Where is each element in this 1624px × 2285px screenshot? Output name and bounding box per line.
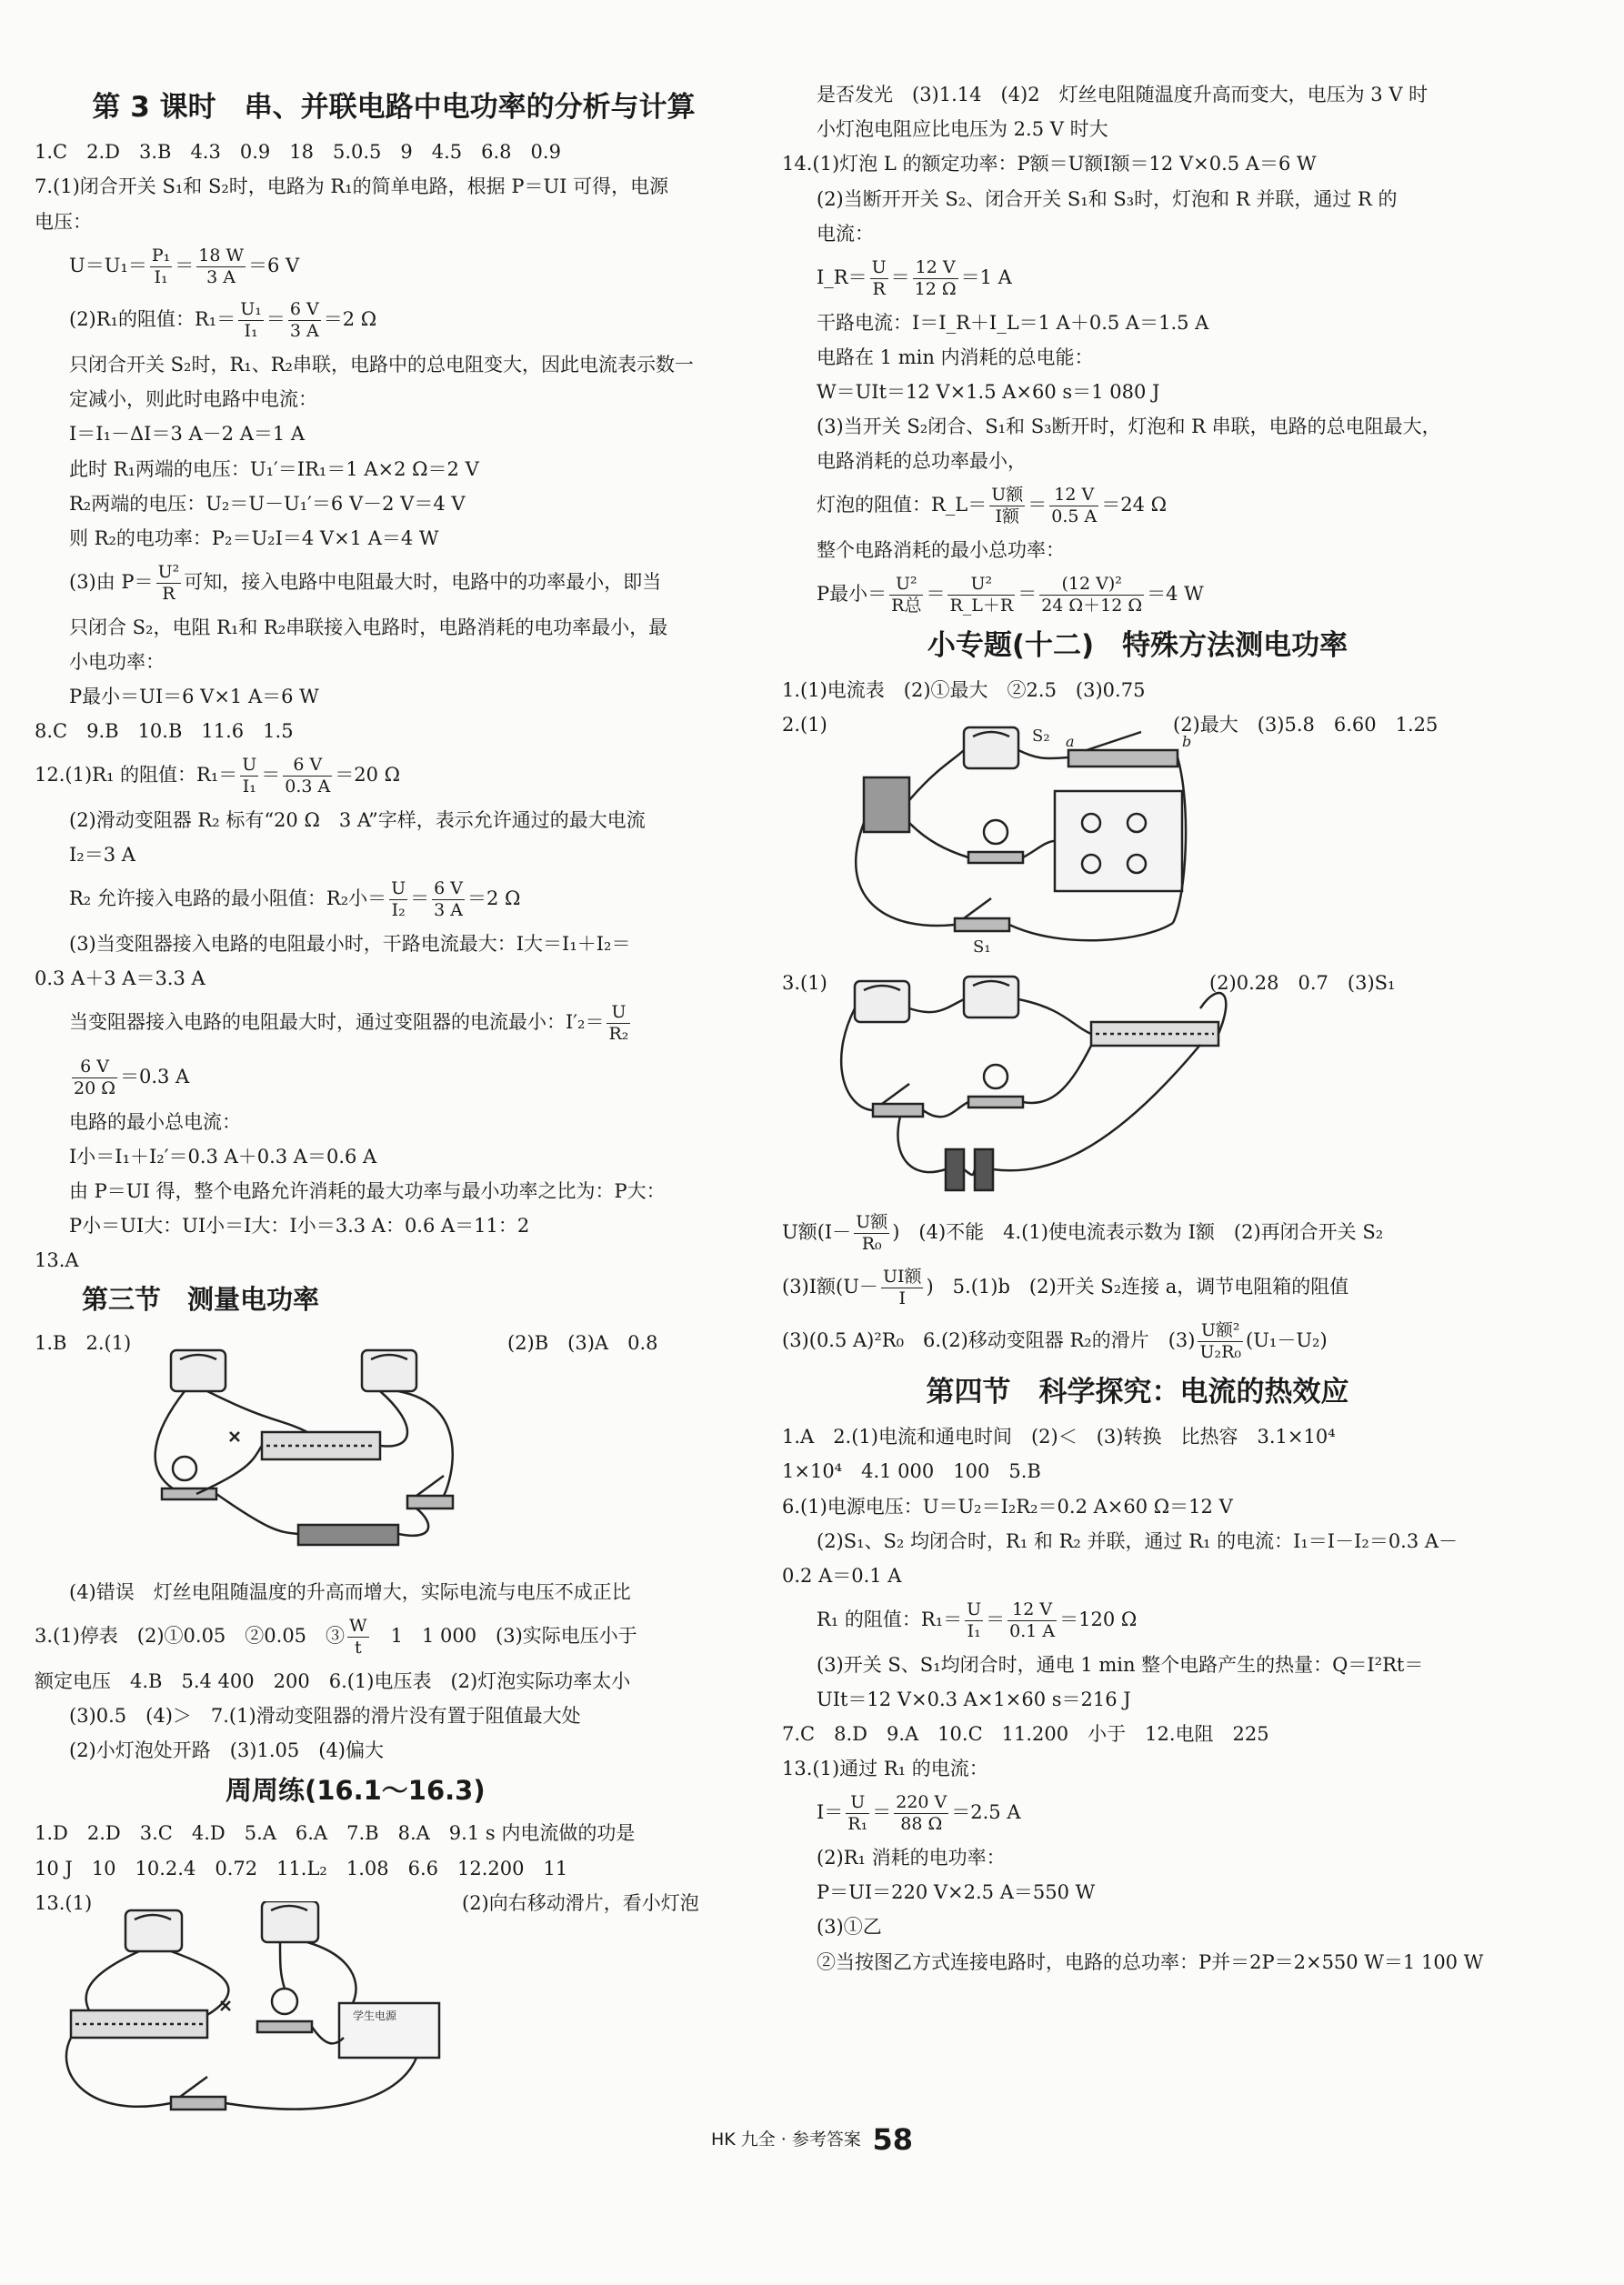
text-block (35, 616, 753, 744)
formula-text: ＝ (266, 308, 286, 331)
text-line: 电路在 1 min 内消耗的总电能： (817, 346, 1094, 368)
fraction (72, 1057, 117, 1099)
formula-line (35, 1616, 753, 1659)
text-line: I＝I₁－ΔI＝3 A－2 A＝1 A (69, 423, 306, 446)
numerator: U (846, 1792, 869, 1814)
label-a: a (1066, 733, 1075, 751)
text-line: (3)①乙 (817, 1916, 882, 1939)
text-line: 1.C 2.D 3.B 4.3 0.9 18 5.0.5 9 4.5 6.8 0.9 (35, 141, 561, 164)
formula-line (35, 246, 753, 288)
formula-text: 3.(1)停表 (2)①0.05 ②0.05 ③ (35, 1625, 346, 1648)
numerator: U额² (1198, 1320, 1243, 1342)
circuit-drawing (53, 1901, 444, 2138)
formula-text: ＝6 V (247, 254, 300, 276)
text-line: 0.3 A＋3 A＝3.3 A (35, 967, 206, 990)
numerator: U² (947, 574, 1015, 596)
denominator: U₂R₀ (1199, 1342, 1242, 1363)
footer-text: HK 九全 · 参考答案 (710, 2129, 861, 2150)
formula-text: ＝2 Ω (467, 887, 521, 910)
denominator: R₀ (861, 1234, 882, 1255)
denominator: 20 Ω (74, 1077, 115, 1098)
numerator: 12 V (1049, 485, 1098, 506)
text-line: I₂＝3 A (69, 844, 135, 867)
text-block (35, 1111, 753, 1273)
numerator: 18 W (198, 245, 244, 266)
formula-text: P最小＝ (817, 583, 887, 606)
text-line: (3)当变阻器接入电路的电阻最小时，干路电流最大：I大＝I₁＋I₂＝ (69, 932, 631, 955)
text-line: 电路的最小总电流： (69, 1110, 241, 1133)
text-line: 电路消耗的总功率最小， (817, 450, 1027, 473)
text-line: (3)开关 S、S₁均闭合时，通电 1 min 整个电路产生的热量：Q＝I²Rt＝ (817, 1653, 1424, 1676)
text-line: 由 P＝UI 得，整个电路允许消耗的最大功率与最小功率之比为：P大： (69, 1179, 666, 1202)
question-label: 1.B 2.(1) (35, 1332, 132, 1355)
text-block (35, 354, 753, 550)
fraction (881, 1267, 924, 1309)
formula-line (35, 299, 753, 342)
text-line: (4)错误 灯丝电阻随温度的升高而增大，实际电流与电压不成正比 (69, 1581, 631, 1604)
denominator: 3 A (289, 321, 319, 342)
formula-text: ＝ (986, 1608, 1006, 1630)
formula-line (35, 1057, 753, 1099)
formula-line (782, 485, 1493, 527)
answer-label: (2)0.28 0.7 (3)S₁ (1209, 972, 1396, 995)
numerator: (12 V)² (1039, 574, 1144, 596)
denominator: I₁ (154, 266, 168, 287)
denominator: R₂ (608, 1024, 629, 1045)
denominator: I (898, 1288, 906, 1308)
denominator: 12 Ω (914, 278, 957, 299)
formula-line (35, 755, 753, 797)
formula-line (782, 1792, 1493, 1835)
circuit-figure (782, 714, 1493, 959)
numerator: 12 V (1007, 1599, 1057, 1621)
formula-text: (3)由 P＝ (69, 570, 154, 593)
text-line: 只闭合开关 S₂时，R₁、R₂串联，电路中的总电阻变大，因此电流表示数一 (69, 353, 694, 376)
fraction (846, 1792, 869, 1835)
text-line: 0.2 A＝0.1 A (782, 1564, 902, 1587)
formula-text: (2)R₁的阻值：R₁＝ (69, 308, 236, 331)
text-line: (2)R₁ 消耗的电功率： (817, 1847, 1006, 1869)
text-block (35, 933, 753, 990)
answer-label: (2)B (3)A 0.8 (507, 1332, 658, 1355)
section-heading: 小专题(十二) 特殊方法测电功率 (927, 628, 1348, 662)
fraction (432, 878, 465, 921)
denominator: R (872, 278, 886, 299)
numerator: 12 V (913, 257, 958, 279)
text-line: 7.(1)闭合开关 S₁和 S₂时，电路为 R₁的简单电路，根据 P＝UI 可得，电源 (35, 175, 669, 198)
fraction (870, 257, 888, 300)
text-line: 10 J 10 10.2.4 0.72 11.L₂ 1.08 6.6 12.200 11 (35, 1857, 568, 1879)
text-line: 14.(1)灯泡 L 的额定功率：P额＝U额I额＝12 V×0.5 A＝6 W (782, 153, 1317, 175)
numerator: 220 V (896, 1792, 947, 1813)
text-line: 整个电路消耗的最小总功率： (817, 539, 1065, 562)
fraction (1039, 574, 1144, 616)
formula-text: ) 5.(1)b (2)开关 S₂连接 a，调节电阻箱的阻值 (926, 1275, 1349, 1298)
formula-line (782, 1320, 1493, 1363)
formula-text: 可知，接入电路中电阻最大时，电路中的功率最小，即当 (184, 570, 662, 593)
denominator: R总 (891, 596, 922, 616)
numerator: U (391, 878, 406, 899)
formula-text: ＝ (872, 1801, 892, 1824)
formula-line (782, 1267, 1493, 1309)
page-number: 58 (872, 2122, 914, 2157)
text-line: 此时 R₁两端的电压：U₁′＝IR₁＝1 A×2 Ω＝2 V (69, 457, 479, 480)
question-label: 13.(1) (35, 1891, 93, 1914)
fraction (947, 574, 1015, 616)
text-line: 13.(1)通过 R₁ 的电流： (782, 1758, 988, 1780)
text-block (35, 809, 753, 867)
text-block (782, 679, 1493, 702)
denominator: 3 A (434, 900, 464, 921)
numerator: U额 (856, 1212, 888, 1233)
text-block (35, 1581, 753, 1604)
formula-text: U＝U₁＝ (69, 254, 147, 276)
text-line: (3)当开关 S₂闭合、S₁和 S₃断开时，灯泡和 R 串联，电路的总电阻最大， (817, 416, 1441, 438)
formula-text: ＝ (890, 266, 910, 288)
numerator: U² (889, 574, 923, 596)
numerator: U₁ (240, 299, 262, 320)
text-line: (3)0.5 (4)＞ 7.(1)滑动变阻器的滑片没有置于阻值最大处 (69, 1705, 581, 1728)
formula-text: 当变阻器接入电路的电阻最大时，通过变阻器的电流最小：I′₂＝ (69, 1011, 605, 1034)
text-line: 电压： (35, 210, 92, 233)
text-line: 1.(1)电流表 (2)①最大 ②2.5 (3)0.75 (782, 679, 1146, 702)
text-line: (2)小灯泡处开路 (3)1.05 (4)偏大 (69, 1739, 384, 1762)
text-line: 6.(1)电源电压：U＝U₂＝I₂R₂＝0.2 A×60 Ω＝12 V (782, 1495, 1233, 1518)
text-line: (2)滑动变阻器 R₂ 标有“20 Ω 3 A”字样，表示允许通过的最大电流 (69, 809, 646, 831)
denominator: 3 A (206, 266, 236, 287)
text-line: 小灯泡电阻应比电压为 2.5 V 时大 (817, 118, 1108, 141)
numerator: 6 V (283, 755, 332, 777)
circuit-figure (35, 1892, 753, 2129)
formula-text: ＝ (1028, 494, 1048, 516)
text-line: UIt＝12 V×0.3 A×1×60 s＝216 J (817, 1688, 1131, 1710)
fraction (913, 257, 958, 300)
formula-line (35, 1002, 753, 1045)
question-label: 3.(1) (782, 972, 827, 995)
denominator: I₁ (967, 1620, 981, 1641)
formula-text: ) (4)不能 4.(1)使电流表示数为 I额 (2)再闭合开关 S₂ (892, 1221, 1384, 1244)
fraction (894, 1792, 948, 1835)
denominator: I₂ (391, 900, 406, 921)
text-line: 8.C 9.B 10.B 11.6 1.5 (35, 720, 294, 743)
fraction (347, 1616, 369, 1659)
formula-text: ＝ (175, 254, 195, 276)
text-line: 定减小，则此时电路中电流： (69, 388, 317, 411)
text-block (782, 1847, 1493, 1974)
text-line: 1.D 2.D 3.C 4.D 5.A 6.A 7.B 8.A 9.1 s 内电流做的功是 (35, 1822, 636, 1845)
text-block (782, 312, 1493, 474)
formula-text: ＝4 W (1147, 583, 1204, 606)
fraction (1198, 1320, 1243, 1363)
section-heading: 第四节 科学探究：电流的热效应 (926, 1376, 1349, 1408)
numerator: 6 V (72, 1057, 117, 1078)
numerator: U (242, 755, 257, 776)
circuit-drawing (827, 714, 1191, 959)
denominator: 0.3 A (285, 777, 331, 797)
formula-text: (U₁－U₂) (1246, 1329, 1328, 1352)
formula-text: ＝2.5 A (951, 1801, 1021, 1824)
numerator: 6 V (289, 299, 319, 320)
fraction (283, 755, 332, 797)
text-block (782, 84, 1493, 246)
formula-line (35, 562, 753, 605)
numerator: 6 V (434, 878, 464, 899)
numerator: U² (157, 562, 180, 583)
formula-text: ＝ (1018, 583, 1038, 606)
formula-text: I_R＝ (817, 266, 867, 288)
text-line: I小＝I₁＋I₂′＝0.3 A＋0.3 A＝0.6 A (69, 1145, 377, 1168)
label-b: b (1182, 733, 1191, 751)
text-line: W＝UIt＝12 V×1.5 A×60 s＝1 080 J (817, 380, 1160, 403)
text-line: P＝UI＝220 V×2.5 A＝550 W (817, 1881, 1096, 1904)
fraction (240, 755, 258, 797)
fraction (1049, 485, 1098, 527)
text-line: 只闭合 S₂，电阻 R₁和 R₂串联接入电路时，电路消耗的电功率最小，最 (69, 616, 668, 638)
fraction (965, 1599, 983, 1642)
circuit-figure (35, 1332, 753, 1568)
text-line: 小电功率： (69, 650, 165, 673)
fraction (889, 574, 923, 616)
denominator: R (162, 583, 175, 604)
formula-text: ＝0.3 A (119, 1065, 190, 1087)
right-column (782, 78, 1493, 1986)
formula-text: ＝ (410, 887, 430, 910)
formula-line (35, 878, 753, 921)
formula-line (782, 1599, 1493, 1642)
formula-text: 1 1 000 (3)实际电压小于 (371, 1625, 637, 1648)
denominator: R_L＋R (949, 596, 1014, 616)
denominator: 24 Ω＋12 Ω (1041, 596, 1143, 616)
formula-text: ＝2 Ω (323, 308, 377, 331)
formula-text: ＝20 Ω (335, 764, 401, 787)
denominator: I额 (995, 506, 1020, 527)
fraction (989, 485, 1025, 527)
section-heading: 第 3 课时 串、并联电路中电功率的分析与计算 (92, 91, 696, 124)
text-block (782, 1654, 1493, 1781)
formula-text: 灯泡的阻值：R_L＝ (817, 494, 987, 516)
numerator: W (349, 1616, 367, 1637)
fraction (1007, 1599, 1057, 1642)
power-supply-label: 学生电源 (353, 2009, 397, 2022)
text-line: 是否发光 (3)1.14 (4)2 灯丝电阻随温度升高而变大，电压为 3 V 时 (817, 84, 1429, 105)
formula-text: R₁ 的阻值：R₁＝ (817, 1608, 963, 1630)
denominator: I₁ (244, 321, 258, 342)
answer-label: (2)最大 (3)5.8 6.60 1.25 (1173, 714, 1439, 737)
text-block (782, 1426, 1493, 1588)
fraction (606, 1002, 630, 1045)
text-block (35, 1670, 753, 1763)
fraction (854, 1212, 889, 1255)
page-footer (0, 2122, 1624, 2157)
text-line: 1×10⁴ 4.1 000 100 5.B (782, 1460, 1041, 1483)
circuit-drawing (144, 1332, 598, 1568)
formula-text: ＝1 A (960, 266, 1012, 288)
numerator: U额 (991, 485, 1024, 506)
formula-text: ＝ (926, 583, 946, 606)
numerator: U (871, 256, 887, 277)
fraction (196, 246, 246, 288)
fraction (288, 299, 321, 342)
formula-text: ＝120 Ω (1059, 1608, 1138, 1630)
denominator: 88 Ω (900, 1814, 943, 1835)
text-line: 则 R₂的电功率：P₂＝U₂I＝4 V×1 A＝4 W (69, 526, 439, 549)
text-line: R₂两端的电压：U₂＝U－U₁′＝6 V－2 V＝4 V (69, 492, 466, 515)
formula-text: 12.(1)R₁ 的阻值：R₁＝ (35, 764, 238, 787)
formula-text: ＝ (261, 764, 281, 787)
formula-line (782, 257, 1493, 300)
formula-text: U额(I－ (782, 1221, 852, 1244)
denominator: 0.1 A (1009, 1620, 1056, 1641)
fraction (389, 878, 407, 921)
text-line: 1.A 2.(1)电流和通电时间 (2)＜ (3)转换 比热容 3.1×10⁴ (782, 1426, 1336, 1448)
formula-line (782, 574, 1493, 616)
fraction (238, 299, 264, 342)
circuit-figure (782, 972, 1493, 1199)
question-label: 2.(1) (782, 714, 827, 737)
section-heading: 周周练(16.1～16.3) (226, 1774, 486, 1806)
left-column (35, 78, 753, 2141)
text-line: (2)当断开开关 S₂、闭合开关 S₁和 S₃时，灯泡和 R 并联，通过 R 的 (817, 187, 1398, 210)
numerator: UI额 (882, 1266, 922, 1287)
formula-text: I＝ (817, 1801, 844, 1824)
numerator: U (606, 1002, 630, 1024)
text-line: 额定电压 4.B 5.4 400 200 6.(1)电压表 (2)灯泡实际功率太小 (35, 1670, 631, 1693)
text-line: ②当按图乙方式连接电路时，电路的总功率：P并＝2P＝2×550 W＝1 100 W (817, 1950, 1484, 1973)
text-line: 电流： (817, 222, 874, 245)
formula-text: (3)I额(U－ (782, 1275, 878, 1298)
formula-text: R₂ 允许接入电路的最小阻值：R₂小＝ (69, 887, 387, 910)
text-line: P小＝UI大：UI小＝I大：I小＝3.3 A：0.6 A＝11：2 (69, 1215, 530, 1238)
fraction (150, 246, 172, 288)
text-line: 干路电流：I＝I_R＋I_L＝1 A＋0.5 A＝1.5 A (817, 311, 1209, 334)
section-heading: 第三节 测量电功率 (82, 1284, 320, 1316)
answer-label: (2)向右移动滑片，看小灯泡 (462, 1891, 699, 1914)
text-block (35, 141, 753, 234)
denominator: I₁ (242, 777, 256, 797)
text-line: 13.A (35, 1249, 79, 1272)
formula-text: (3)(0.5 A)²R₀ 6.(2)移动变阻器 R₂的滑片 (3) (782, 1329, 1196, 1352)
label-s2: S₂ (1032, 727, 1050, 747)
text-line: P最小＝UI＝6 V×1 A＝6 W (69, 686, 319, 708)
numerator: P₁ (151, 245, 171, 266)
denominator: R₁ (847, 1814, 868, 1835)
circuit-drawing (837, 972, 1237, 1199)
denominator: t (354, 1638, 362, 1659)
text-line: 7.C 8.D 9.A 10.C 11.200 小于 12.电阻 225 (782, 1723, 1269, 1746)
text-block (35, 1822, 753, 1879)
denominator: 0.5 A (1051, 506, 1098, 527)
fraction (156, 562, 182, 605)
formula-line (782, 1212, 1493, 1255)
numerator: U (967, 1599, 982, 1620)
label-s1: S₁ (973, 937, 991, 957)
text-line: (2)S₁、S₂ 均闭合时，R₁ 和 R₂ 并联，通过 R₁ 的电流：I₁＝I－I₂＝0.3 A－ (817, 1529, 1459, 1552)
formula-text: ＝24 Ω (1101, 494, 1168, 516)
text-block (782, 539, 1493, 562)
